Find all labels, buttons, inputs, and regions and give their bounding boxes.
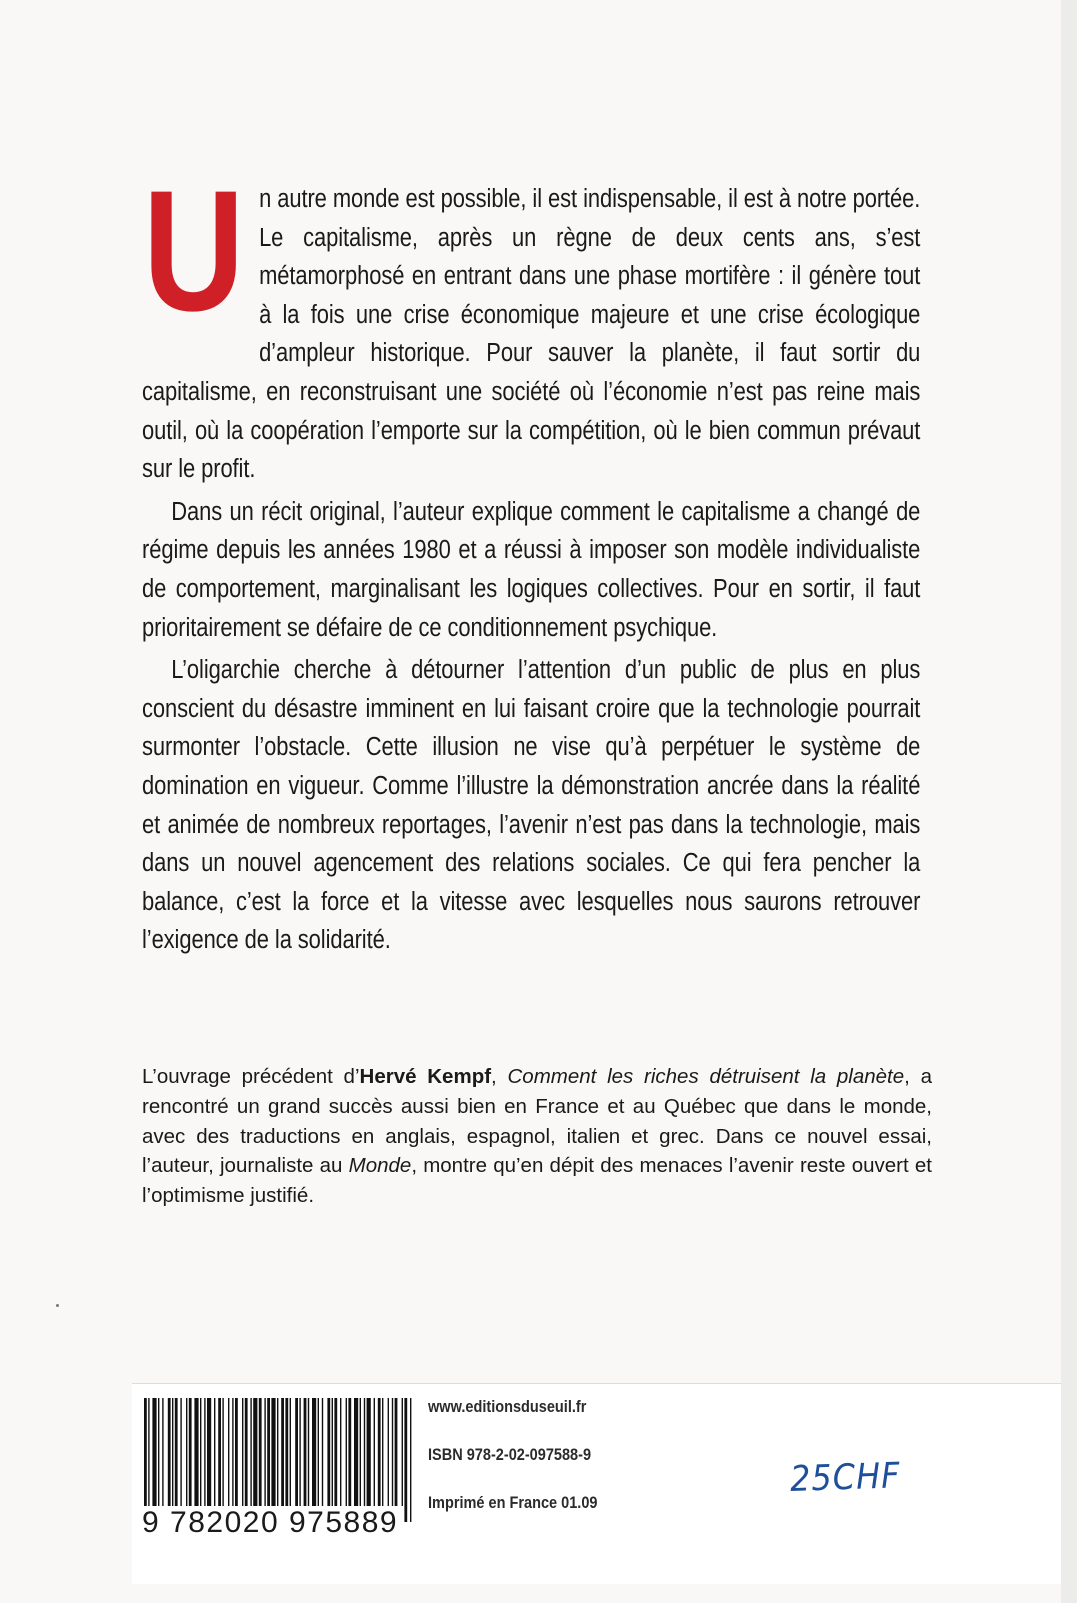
blurb-paragraph-2: Dans un récit original, l’auteur explique comment le capitalisme a changé de régime depuis les années 1980 et a réussi à imposer son modèle individualiste de comportement, marginalisant les logiques collectives. Pour en sortir, il faut prioritairement se défaire de ce conditionnement psychique. — [142, 497, 921, 642]
scan-speck — [56, 1304, 59, 1307]
author-note-text: L’ouvrage précédent d’ — [142, 1065, 360, 1088]
author-note-text: , — [491, 1065, 508, 1088]
scan-edge — [1061, 0, 1077, 1603]
cover-blurb — [142, 155, 921, 960]
author-name: Hervé Kempf — [359, 1065, 492, 1088]
author-note-text: , montre qu’en dépit des menaces l’avenir reste ouvert et l’optimisme justifié. — [142, 1154, 932, 1208]
handwritten-price: 25CHF — [789, 1454, 902, 1500]
newspaper-name: Monde — [348, 1154, 412, 1178]
previous-book-title: Comment les riches détruisent la planète — [507, 1065, 905, 1088]
publisher-imprint — [428, 1398, 615, 1528]
blurb-paragraph-1 — [142, 155, 921, 489]
print-info: Imprimé en France 01.09 — [428, 1494, 598, 1512]
barcode-digits: 9 782020 975889 — [142, 1506, 399, 1539]
author-note-text: , a rencontré un grand succès aussi bien en France et au Québec que dans le monde, avec des traductions en anglais, espagnol, italien et grec. Dans ce nouvel essai, l’auteur, journaliste au — [142, 1065, 933, 1178]
barcode — [144, 1398, 412, 1522]
drop-cap-letter: U — [142, 155, 245, 347]
publisher-website: www.editionsduseuil.fr — [428, 1398, 587, 1416]
isbn-number: ISBN 978-2-02-097588-9 — [428, 1446, 592, 1464]
blurb-paragraph-1-text: n autre monde est possible, il est indispensable, il est à notre portée. Le capitalisme, après un règne de deux cents ans, s’est métamorphosé en entrant dans une phase mortifère : il génère tout à la fois une crise économique majeure et une crise écologique d’ampleur historique. Pour sauver la planète, il faut sortir du capitalisme, en reconstruisant une société où l’économie n’est pas reine mais outil, où la coopération l’emporte sur la compétition, où le bien commun prévaut sur le profit. — [142, 185, 921, 484]
author-note — [142, 1062, 932, 1211]
blurb-paragraph-3: L’oligarchie cherche à détourner l’attention d’un public de plus en plus conscient du désastre imminent en lui faisant croire que la technologie pourrait surmonter l’obstacle. Cette illusion ne vise qu’à perpétuer le système de domination en vigueur. Comme l’illustre la démonstration ancrée dans la réalité et animée de nombreux reportages, l’avenir n’est pas dans la technologie, mais dans un nouvel agencement des relations sociales. Ce qui fera pencher la balance, c’est la force et la vitesse avec lesquelles nous saurons retrouver l’exigence de la solidarité. — [142, 656, 921, 955]
